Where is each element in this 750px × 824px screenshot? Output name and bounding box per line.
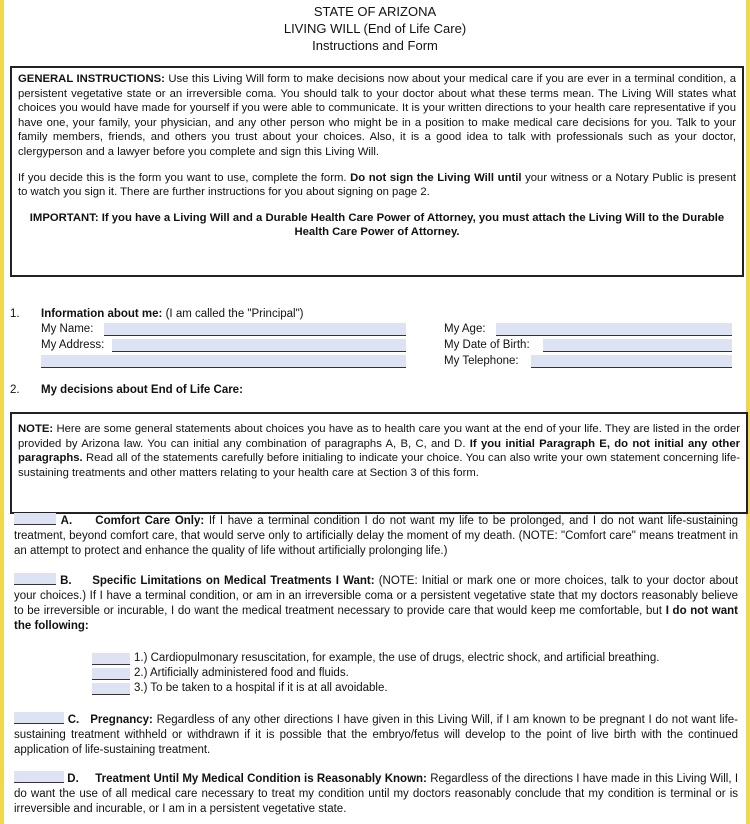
dob-label: My Date of Birth: <box>444 339 530 351</box>
general-instructions-body: Use this Living Will form to make decisions now about your medical care if you are ever in a terminal condition, a persistent vegetative state or an irreversible coma. You should talk to your doctor about what these terms mean. The Living Will states what choices you would have made for yourself if you were able to communicate. It is your written directions to your health care representative if you have one, your family, your physician, and any other person who might be in a position to make medical care decisions for you. Talk to your family members, friends, and others you trust about your choices. Also, it is a good idea to talk with professionals such as your doctor, clergyperson and a lawyer before you complete and sign this Living Will. <box>18 73 737 158</box>
list-item <box>92 666 738 681</box>
initial-field-b1[interactable] <box>92 653 130 665</box>
address-label: My Address: <box>41 339 105 351</box>
paragraph-b-item-2: 2.) Artificially administered food and fluids. <box>134 667 349 679</box>
paragraph-b-item-3: 3.) To be taken to a hospital if it is at all avoidable. <box>134 682 388 694</box>
paragraph-a <box>14 513 738 559</box>
document-header <box>4 3 746 54</box>
section2-number: 2. <box>10 384 20 396</box>
paragraph-a-text: If I have a terminal condition I do not want my life to be prolonged, and I do not want life-sustaining treatment, beyond comfort care, that would serve only to artificially delay the moment of my death. (NOTE: "Comfort care" means treatment in an attempt to protect and enhance the quality of life without artificially prolonging life.) <box>14 515 739 557</box>
form-title: LIVING WILL (End of Life Care) <box>283 21 467 36</box>
paragraph-b <box>14 573 738 634</box>
paragraph-b-text: (NOTE: Initial or mark one or more choices, talk to your doctor about your choices.) If I have a terminal condition, or am in an irreversible coma or a persistent vegetative state that my doctors reasonably believe to be irreversible or incurable, I do want the medical treatment necessary to provide care that would keep me comfortable, but <box>14 575 739 617</box>
note-bold: If you initial Paragraph E, do not initial any other paragraphs. <box>18 437 740 465</box>
paragraph-c <box>14 712 738 758</box>
list-item <box>92 681 738 696</box>
note-text-1: Here are some general statements about choices you have as to health care you want at the end of your life. They are listed in the order provided by Arizona law. You can initial any combination of paragraphs A, B, C, and D. <box>18 423 740 450</box>
state-heading: STATE OF ARIZONA <box>313 4 437 19</box>
initial-field-b3[interactable] <box>92 683 130 695</box>
general-instructions-text <box>18 72 736 160</box>
initial-field-d[interactable] <box>14 771 64 783</box>
initial-field-b[interactable] <box>14 573 56 585</box>
paragraph-d-title: Treatment Until My Medical Condition is Reasonably Known: <box>95 773 427 785</box>
paragraph-d <box>14 771 738 817</box>
note-text <box>18 422 740 480</box>
paragraph-a-letter: A. <box>60 515 73 527</box>
form-subtitle: Instructions and Form <box>312 38 438 53</box>
note-text-2: Read all of the statements carefully before initialing to indicate your choice. You can also write your own statement concerning life-sustaining treatments and other matters relating to your health care at Section 3 of this form. <box>18 452 740 479</box>
paragraph-b-items <box>92 651 738 696</box>
section1-title <box>41 307 304 322</box>
paragraph-a-title: Comfort Care Only: <box>95 515 205 527</box>
signing-text-end: your witness or a Notary Public is present to watch you sign it. There are further instructions for you about signing on page 2. <box>18 171 737 199</box>
paragraph-b-item-1: 1.) Cardiopulmonary resuscitation, for example, the use of drugs, electric shock, and artificial breathing. <box>134 652 660 664</box>
section1-heading: Information about me: <box>41 308 163 320</box>
important-notice: IMPORTANT: If you have a Living Will and a Durable Health Care Power of Attorney, you must attach the Living Will to the Durable Health Care Power of Attorney. <box>29 211 725 239</box>
paragraph-c-title: Pregnancy: <box>90 714 153 726</box>
document-page <box>4 0 746 824</box>
paragraph-c-letter: C. <box>67 714 80 726</box>
name-field[interactable] <box>104 323 406 336</box>
age-label: My Age: <box>444 323 486 335</box>
general-instructions-heading: GENERAL INSTRUCTIONS: <box>18 73 165 85</box>
list-item <box>92 651 738 666</box>
paragraph-d-text: Regardless of the directions I have made in this Living Will, I do want the use of all medical care necessary to treat my condition until my doctors reasonably conclude that my condition is terminal or is irreversible and incurable, or I am in a persistent vegetative state. <box>14 773 739 815</box>
general-instructions-box <box>10 66 744 277</box>
initial-field-a[interactable] <box>14 513 56 525</box>
age-field[interactable] <box>496 323 732 336</box>
section2-heading: My decisions about End of Life Care: <box>41 384 243 396</box>
name-label: My Name: <box>41 323 94 335</box>
paragraph-d-letter: D. <box>67 773 79 785</box>
dob-field[interactable] <box>543 339 732 352</box>
note-box <box>10 412 748 514</box>
paragraph-c-text: Regardless of any other directions I have given in this Living Will, if I am known to be pregnant I do not want life-sustaining treatment withheld or withdrawn if it is possible that the embryo/fetus will develop to the point of live birth with the continued application of life-sustaining treatment. <box>14 714 738 756</box>
initial-field-c[interactable] <box>14 712 64 724</box>
signing-text-start: If you decide this is the form you want to use, complete the form. <box>18 171 347 184</box>
phone-field[interactable] <box>531 355 732 368</box>
signing-instructions <box>18 171 736 200</box>
address-field-line1[interactable] <box>112 339 406 352</box>
section1-number: 1. <box>10 308 20 320</box>
phone-label: My Telephone: <box>444 355 519 367</box>
address-field-line2[interactable] <box>41 355 406 368</box>
signing-text-bold: Do not sign the Living Will until <box>350 171 522 184</box>
paragraph-b-letter: B. <box>60 575 72 587</box>
paragraph-b-bold-end: I do not want the following: <box>14 605 739 632</box>
section1-note: (I am called the "Principal") <box>165 308 304 320</box>
paragraph-b-title: Specific Limitations on Medical Treatments I Want: <box>92 575 375 587</box>
initial-field-b2[interactable] <box>92 668 130 680</box>
note-label: NOTE: <box>18 423 54 435</box>
